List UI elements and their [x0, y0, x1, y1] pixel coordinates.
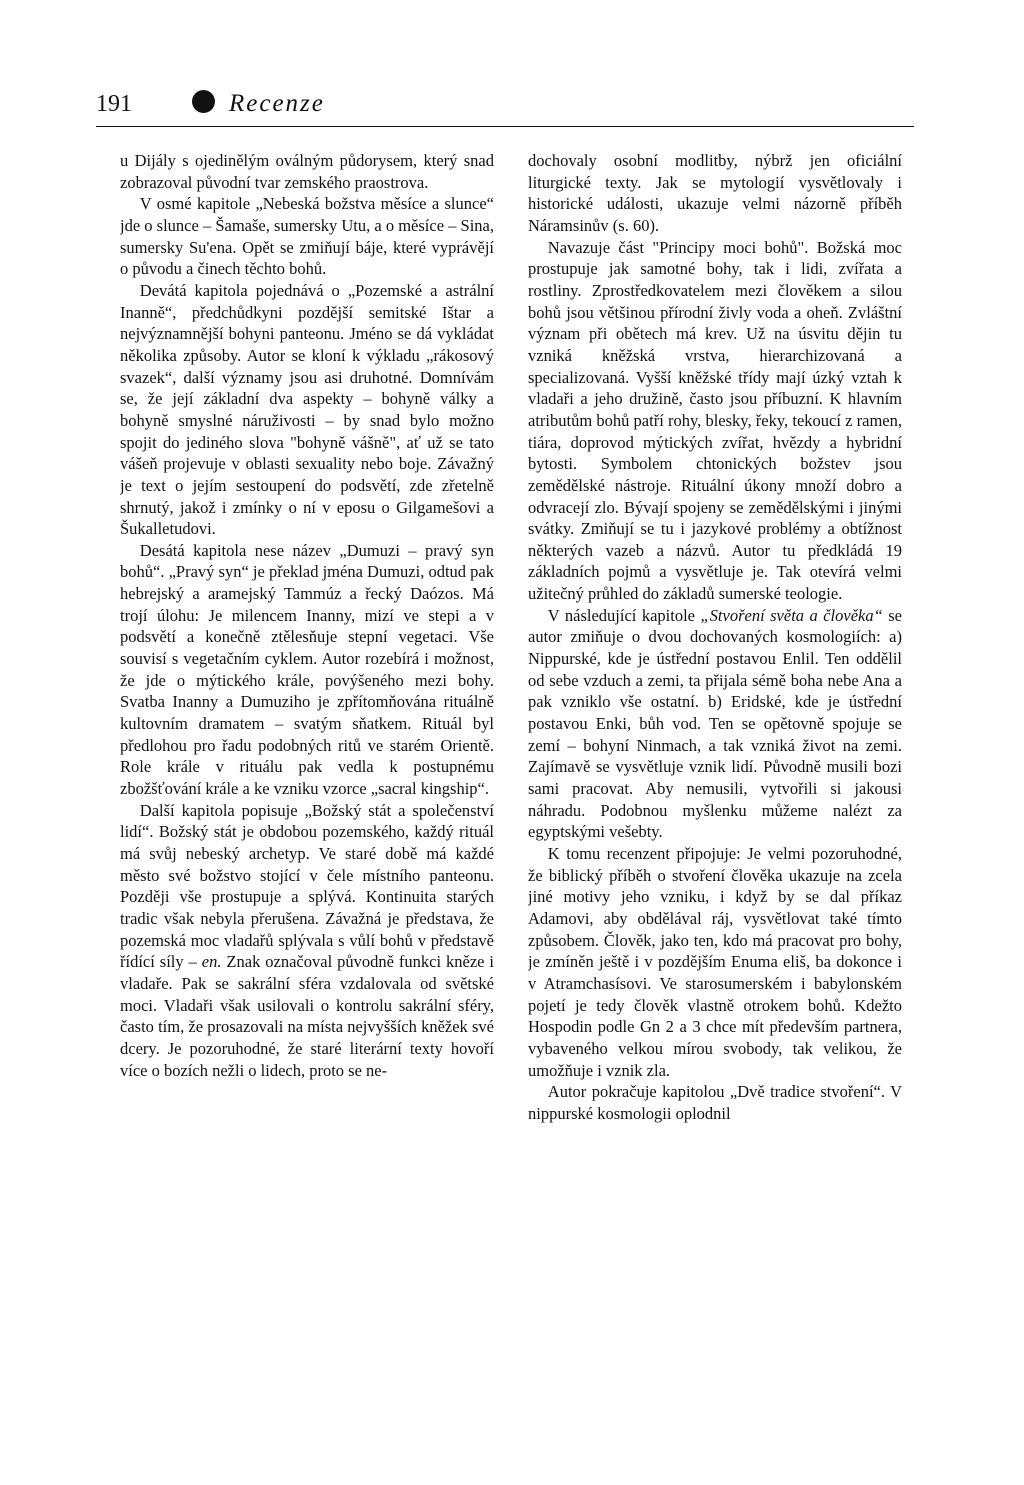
paragraph: Devátá kapitola pojednává o „Pozemské a astrální Inanně“, předchůdkyni pozdější semitské Ištar a nejvýznamnější bohyni panteonu. Jméno se dá vykládat několika způsoby. Autor se kloní k výkladu „rákosový svazek“, další významy jsou asi druhotné. Domnívám se, že její základní dva aspekty – bohyně války a bohyně smyslné náruživosti – by snad bylo možno spojit do jediného slova "bohyně vášně", ať už se tato vášeň projevuje v oblasti sexuality nebo boje. Závažný je text o jejím sestoupení do podsvětí, zde zřetelně shrnutý, jakož i zmínky o ní v eposu o Gilgamešovi a Šukalletudovi. — [120, 280, 494, 539]
paragraph: Autor pokračuje kapitolou „Dvě tradice stvoření“. V nippurské kosmologii oplodnil — [528, 1082, 902, 1123]
paragraph: Desátá kapitola nese název „Dumuzi – pravý syn bohů“. „Pravý syn“ je překlad jména Dumuzi, odtud pak hebrejský a aramejský Tammúz a řecký Daózos. Má trojí úlohu: Je milencem Inanny, mizí ve stepi a v podsvětí a konečně ztělesňuje stepní vegetaci. Vše souvisí s vegetačním cyklem. Autor rozebírá i možnost, že jde o mýtického krále, povýšeného mezi bohy. Svatba Inanny a Dumuziho je zpřítomňována rituálně kultovním dramatem – svatým sňatkem. Rituál byl předlohou pro řadu podobných ritů ve starém Orientě. Role krále v rituálu pak vedla k postupnému zbožšťování krále a ke vzniku vzorce „sacral kingship“. — [120, 540, 494, 799]
paragraph: u Dijály s ojedinělým oválným půdorysem, který snad zobrazoval původní tvar zemského praostrova. — [120, 151, 494, 192]
page-number: 191 — [96, 91, 132, 117]
paragraph: dochovaly osobní modlitby, nýbrž jen oficiální liturgické texty. Jak se mytologií vysvětlovaly i historické události, ukazuje velmi názorně příběh Náramsinův (s. 60). — [528, 151, 902, 235]
paragraph: Navazuje část "Principy moci bohů". Božská moc prostupuje jak samotné bohy, tak i lidi, zvířata a rostliny. Zprostředkovatelem mezi člověkem a silou bohů jsou většinou přírodní živly voda a oheň. Zvláštní význam při obětech má krev. Už na úsvitu dějin tu vzniká kněžská vrstva, hierarchizovaná a specializovaná. Vyšší kněžské třídy mají úzký vztah k vladaři a jeho družině, často jsou příbuzní. K hlavním atributům bohů patří rohy, blesky, řeky, tekoucí z ramen, tiára, doprovod mýtických zvířat, hvězdy a hybridní bytosti. Symbolem chtonických božstev jsou zemědělské nástroje. Rituální úkony množí dobro a odvracejí zlo. Bývají spojeny se zemědělskými i jinými svátky. Zmiňují se tu i jazykové problémy a obtížnost některých vazeb a názvů. Autor tu předkládá 19 základních pojmů a vysvětluje je. Tak otevírá velmi užitečný průhled do základů sumerské teologie. — [528, 237, 902, 604]
left-column — [120, 150, 494, 1440]
paragraph-text: V následující kapitole — [547, 605, 701, 625]
paragraph — [120, 800, 494, 1082]
section-title: Recenze — [229, 90, 325, 117]
bullet-icon — [192, 90, 215, 113]
paragraph-text: Další kapitola popisuje „Božský stát a společenství lidí“. Božský stát je obdobou pozemského, každý rituál má svůj nebeský archetyp. Ve staré době má každé město své božstvo stojící v čele místního panteonu. Později vše prostupuje a splývá. Kontinuita starých tradic však nebyla přerušena. Závažná je představa, že pozemská moc vladařů splývala s vůlí bohů v představě řídící síly – — [120, 800, 494, 972]
paragraph: V osmé kapitole „Nebeská božstva měsíce a slunce“ jde o slunce – Šamaše, sumersky Utu, a o měsíce – Sina, sumersky Su'ena. Opět se zmiňují báje, které vyprávějí o původu a činech těchto bohů. — [120, 194, 494, 279]
running-header — [96, 86, 914, 134]
header-rule — [96, 126, 914, 127]
paragraph: K tomu recenzent připojuje: Je velmi pozoruhodné, že biblický příběh o stvoření člověka ukazuje na zcela jiné motivy jeho vzniku, i když by se dal příkaz Adamovi, aby obdělával ráj, vysvětlovat také tímto způsobem. Člověk, jako ten, kdo má pracovat pro bohy, je zmíněn ještě i v pozdějším Enuma eliš, ba dokonce i v Atramchasísovi. Ve starosumerském i babylonském pojetí je tedy člověk vlastně otrokem bohů. Kdežto Hospodin podle Gn 2 a 3 chce mít především partnera, vybaveného velkou mírou svobody, tak velikou, že umožňuje i vznik zla. — [528, 844, 902, 1080]
paragraph — [528, 605, 902, 843]
italic-term: en. — [201, 952, 222, 972]
right-column — [528, 150, 902, 1440]
italic-title: „Stvoření světa a člověka“ — [700, 605, 883, 625]
paragraph-text: Znak označoval původně funkci kněze i vladaře. Pak se sakrální sféra vzdalovala od světské moci. Vladaři však usilovali o kontrolu sakrální sféry, často tím, že prosazovali na místa nejvyšších kněžek své dcery. Je pozoruhodné, že staré literární texty hovoří více o bozích nežli o lidech, proto se ne- — [120, 952, 494, 1080]
paragraph-text: se autor zmiňuje o dvou dochovaných kosmologiích: a) Nippurské, kde je ústřední postavou Enlil. Ten oddělil od sebe vzduch a zemi, ta přijala sémě boha nebe Ana a pak vzniklo vše ostatní. b) Eridské, kde je ústřední postavou Enki, bůh vod. Ten se opětovně spojuje se zemí – bohyní Ninmach, a tak vzniká život na zemi. Zajímavě se vysvětluje vznik lidí. Původně musili bozi sami pracovat. Aby nemusili, vytvořili si jakousi náhradu. Podobnou myšlenku můžeme nalézt za egyptskými vešebty. — [528, 605, 902, 842]
